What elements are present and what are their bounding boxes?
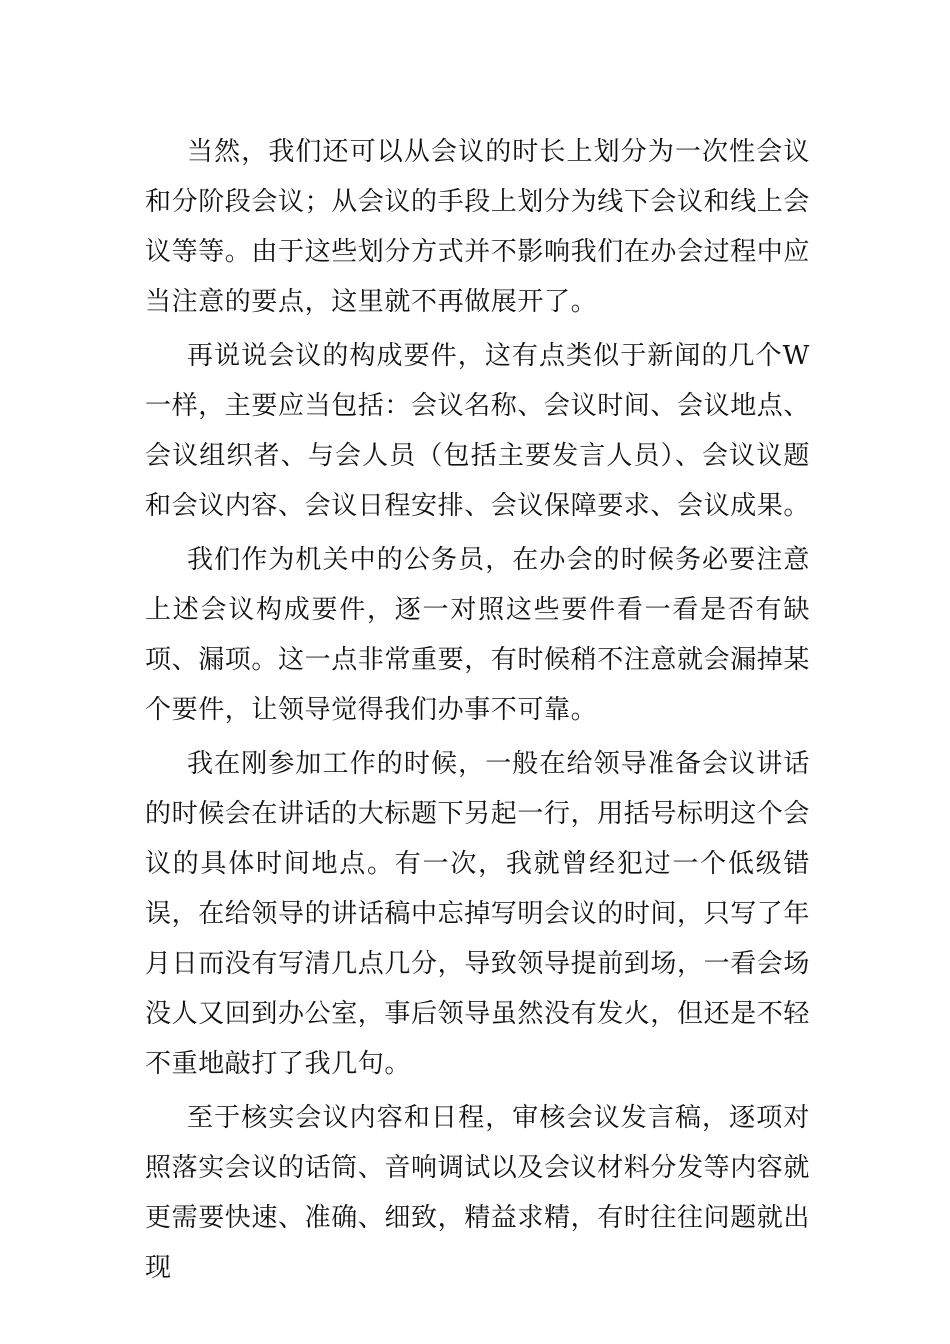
document-body — [145, 127, 810, 1297]
paragraph-3: 我们作为机关中的公务员，在办会的时候务必要注意上述会议构成要件，逐一对照这些要件看一看是否有缺项、漏项。这一点非常重要，有时候稍不注意就会漏掉某个要件，让领导觉得我们办事不可靠。 — [145, 545, 811, 725]
paragraph-5: 至于核实会议内容和日程，审核会议发言稿，逐项对照落实会议的话筒、音响调试以及会议材料分发等内容就更需要快速、准确、细致，精益求精，有时往往问题就出现 — [145, 1103, 811, 1283]
paragraph-4: 我在刚参加工作的时候，一般在给领导准备会议讲话的时候会在讲话的大标题下另起一行，用括号标明这个会议的具体时间地点。有一次，我就曾经犯过一个低级错误，在给领导的讲话稿中忘掉写明会议的时间，只写了年月日而没有写清几点几分，导致领导提前到场，一看会场没人又回到办公室，事后领导虽然没有发火，但还是不轻不重地敲打了我几句。 — [145, 749, 811, 1079]
paragraph-2: 再说说会议的构成要件，这有点类似于新闻的几个W一样，主要应当包括：会议名称、会议时间、会议地点、会议组织者、与会人员（包括主要发言人员）、会议议题和会议内容、会议日程安排、会议保障要求、会议成果。 — [145, 341, 811, 521]
paragraph-1: 当然，我们还可以从会议的时长上划分为一次性会议和分阶段会议；从会议的手段上划分为线下会议和线上会议等等。由于这些划分方式并不影响我们在办会过程中应当注意的要点，这里就不再做展开了。 — [145, 137, 811, 317]
